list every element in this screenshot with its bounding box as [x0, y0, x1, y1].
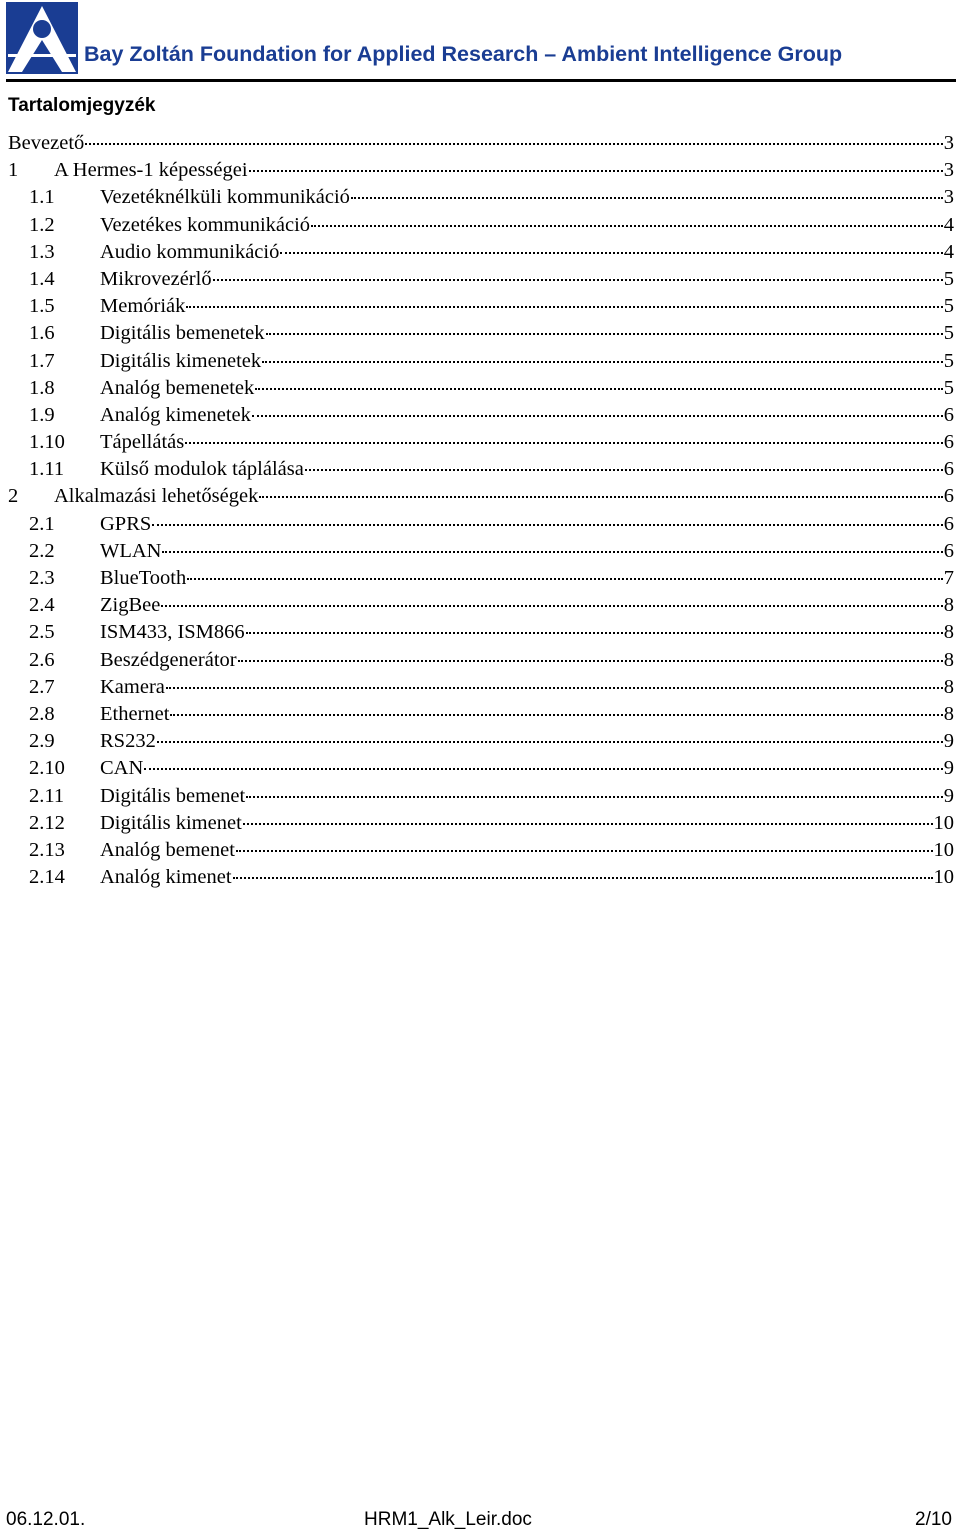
toc-entry[interactable]	[8, 320, 954, 347]
toc-entry[interactable]	[8, 592, 954, 619]
toc-entry[interactable]	[8, 402, 954, 429]
toc-entry-number: 1.1	[29, 186, 55, 209]
toc-dot-leader	[170, 714, 942, 716]
toc-entry-page: 10	[933, 838, 954, 861]
toc-entry-title: RS232	[100, 730, 156, 753]
toc-entry-number: 2.6	[29, 648, 55, 671]
toc-entry-title: Alkalmazási lehetőségek	[54, 485, 259, 508]
toc-entry[interactable]	[8, 810, 954, 837]
toc-entry[interactable]	[8, 728, 954, 755]
toc-entry-page: 4	[943, 213, 954, 236]
toc-entry-number: 1.3	[29, 240, 55, 263]
toc-entry-title: CAN	[100, 757, 144, 780]
toc-entry[interactable]	[8, 864, 954, 891]
toc-dot-leader	[246, 796, 943, 798]
toc-dot-leader	[161, 605, 942, 607]
toc-dot-leader	[351, 197, 943, 199]
toc-entry-page: 6	[943, 431, 954, 454]
toc-dot-leader	[185, 442, 943, 444]
toc-entry[interactable]	[8, 511, 954, 538]
toc-entry[interactable]	[8, 783, 954, 810]
toc-entry[interactable]	[8, 429, 954, 456]
page-header	[0, 0, 960, 86]
toc-entry-page: 3	[943, 159, 954, 182]
toc-dot-leader	[262, 361, 943, 363]
toc-dot-leader	[243, 823, 933, 825]
toc-entry[interactable]	[8, 375, 954, 402]
toc-entry-title: Digitális bemenetek	[100, 322, 265, 345]
footer-date: 06.12.01.	[6, 1509, 86, 1530]
footer-filename: HRM1_Alk_Leir.doc	[364, 1509, 532, 1530]
toc-entry[interactable]	[8, 293, 954, 320]
toc-dot-leader	[233, 877, 933, 879]
toc-entry-number: 1.4	[29, 267, 55, 290]
toc-dot-leader	[162, 551, 942, 553]
toc-entry-title: Külső modulok táplálása	[100, 458, 304, 481]
toc-entry-title: Ethernet	[100, 702, 170, 725]
toc-entry-page: 7	[943, 567, 954, 589]
toc-entry[interactable]	[8, 239, 954, 266]
toc-entry-title: ZigBee	[100, 594, 161, 617]
toc-entry-number: 2.4	[29, 594, 55, 617]
toc-entry-title: Mikrovezérlő	[100, 267, 212, 290]
toc-entry-number: 2.10	[29, 757, 65, 780]
toc-entry-page: 8	[943, 621, 954, 644]
toc-entry-page: 5	[943, 322, 954, 345]
toc-dot-leader	[280, 252, 942, 254]
toc-entry[interactable]	[8, 212, 954, 239]
toc-dot-leader	[252, 415, 943, 417]
toc-dot-leader	[255, 388, 942, 390]
toc-entry-number: 2.13	[29, 838, 65, 861]
toc-entry-title: Audio kommunikáció	[100, 240, 280, 263]
toc-entry-number: 1	[8, 159, 19, 182]
toc-entry-title: Kamera	[100, 675, 165, 698]
toc-entry-title: Digitális bemenet	[100, 784, 246, 807]
toc-dot-leader	[236, 850, 933, 852]
toc-dot-leader	[144, 768, 942, 770]
toc-entry-title: Vezetéknélküli kommunikáció	[100, 186, 350, 209]
toc-entry-number: 1.5	[29, 295, 55, 318]
toc-entry[interactable]	[8, 157, 954, 184]
toc-entry-number: 2.7	[29, 675, 55, 698]
toc-entry-title: Memóriák	[100, 295, 186, 318]
toc-dot-leader	[266, 333, 943, 335]
toc-entry-page: 9	[943, 757, 954, 780]
toc-entry[interactable]	[8, 483, 954, 510]
toc-entry-page: 8	[943, 648, 954, 671]
toc-dot-leader	[157, 741, 943, 743]
toc-entry-title: Analóg kimenetek	[100, 403, 251, 426]
toc-entry-page: 6	[943, 539, 954, 562]
toc-dot-leader	[311, 225, 943, 227]
footer-page-number: 2/10	[915, 1509, 952, 1530]
toc-entry-title: Tápellátás	[100, 431, 185, 454]
toc-entry-title: Analóg bemenetek	[100, 376, 255, 399]
table-of-contents	[8, 130, 954, 891]
toc-entry-page: 5	[943, 267, 954, 290]
toc-entry-page: 6	[943, 485, 954, 508]
toc-entry-number: 1.2	[29, 213, 55, 236]
toc-entry-number: 2.1	[29, 512, 55, 535]
toc-entry-number: 2.8	[29, 702, 55, 725]
toc-entry[interactable]	[8, 647, 954, 674]
toc-entry[interactable]	[8, 755, 954, 782]
toc-entry-page: 10	[933, 866, 954, 889]
toc-entry-page: 8	[943, 675, 954, 698]
toc-entry-number: 2.5	[29, 621, 55, 644]
toc-dot-leader	[213, 279, 943, 281]
toc-dot-leader	[246, 632, 943, 634]
toc-entry[interactable]	[8, 184, 954, 211]
toc-entry-number: 1.11	[29, 458, 65, 481]
toc-entry[interactable]	[8, 674, 954, 701]
toc-dot-leader	[238, 660, 943, 662]
toc-dot-leader	[166, 687, 943, 689]
toc-entry-title: Analóg kimenet	[100, 866, 232, 889]
toc-dot-leader	[186, 306, 942, 308]
toc-entry-title: Digitális kimenet	[100, 811, 242, 834]
toc-entry-page: 4	[943, 240, 954, 263]
toc-entry-title: A Hermes-1 képességei	[54, 159, 248, 182]
toc-dot-leader	[305, 469, 943, 471]
toc-entry[interactable]	[8, 130, 954, 157]
toc-entry-page: 8	[943, 594, 954, 617]
toc-entry[interactable]	[8, 565, 954, 592]
toc-entry-page: 10	[933, 811, 954, 834]
toc-entry[interactable]	[8, 538, 954, 565]
toc-entry-page: 3	[943, 132, 954, 154]
toc-entry-title: Vezetékes kommunikáció	[100, 213, 311, 236]
toc-entry-number: 2.14	[29, 866, 65, 889]
toc-entry-number: 2.11	[29, 784, 65, 807]
toc-entry-title: BlueTooth	[100, 567, 187, 589]
organization-name: Bay Zoltán Foundation for Applied Research – Ambient Intelligence Group	[84, 42, 843, 66]
toc-entry-number: 2.12	[29, 811, 65, 834]
toc-entry[interactable]	[8, 701, 954, 728]
toc-entry-number: 1.10	[29, 431, 65, 454]
toc-entry[interactable]	[8, 456, 954, 483]
toc-dot-leader	[152, 524, 942, 526]
toc-entry-page: 6	[943, 403, 954, 426]
header-divider	[6, 79, 956, 82]
toc-entry[interactable]	[8, 837, 954, 864]
toc-entry-page: 6	[943, 458, 954, 481]
toc-entry-number: 1.9	[29, 403, 55, 426]
toc-entry-title: WLAN	[100, 539, 162, 562]
toc-entry-title: ISM433, ISM866	[100, 621, 245, 644]
toc-entry-page: 9	[943, 730, 954, 753]
toc-dot-leader	[249, 170, 943, 172]
toc-entry-title: Bevezető	[8, 132, 85, 154]
toc-entry-page: 8	[943, 702, 954, 725]
toc-entry-title: Analóg bemenet	[100, 838, 235, 861]
toc-entry-title: Beszédgenerátor	[100, 648, 237, 671]
bay-zoltan-logo-icon	[6, 2, 78, 74]
toc-entry[interactable]	[8, 266, 954, 293]
page-footer	[6, 1509, 952, 1533]
toc-dot-leader	[259, 496, 942, 498]
toc-entry-number: 1.8	[29, 376, 55, 399]
toc-entry-title: Digitális kimenetek	[100, 349, 262, 372]
toc-dot-leader	[85, 143, 942, 145]
toc-entry-page: 9	[943, 784, 954, 807]
toc-entry-number: 1.7	[29, 349, 55, 372]
toc-title: Tartalomjegyzék	[8, 95, 156, 116]
toc-entry-number: 2.3	[29, 567, 55, 589]
toc-dot-leader	[187, 578, 942, 580]
toc-entry-page: 6	[943, 512, 954, 535]
toc-entry-number: 2.2	[29, 539, 55, 562]
toc-entry-number: 1.6	[29, 322, 55, 345]
toc-entry[interactable]	[8, 348, 954, 375]
toc-entry-number: 2.9	[29, 730, 55, 753]
toc-entry-page: 5	[943, 349, 954, 372]
toc-entry-page: 5	[943, 376, 954, 399]
toc-entry-page: 3	[943, 186, 954, 209]
toc-entry-number: 2	[8, 485, 19, 508]
toc-entry-title: GPRS	[100, 512, 152, 535]
toc-entry-page: 5	[943, 295, 954, 318]
toc-entry[interactable]	[8, 619, 954, 646]
